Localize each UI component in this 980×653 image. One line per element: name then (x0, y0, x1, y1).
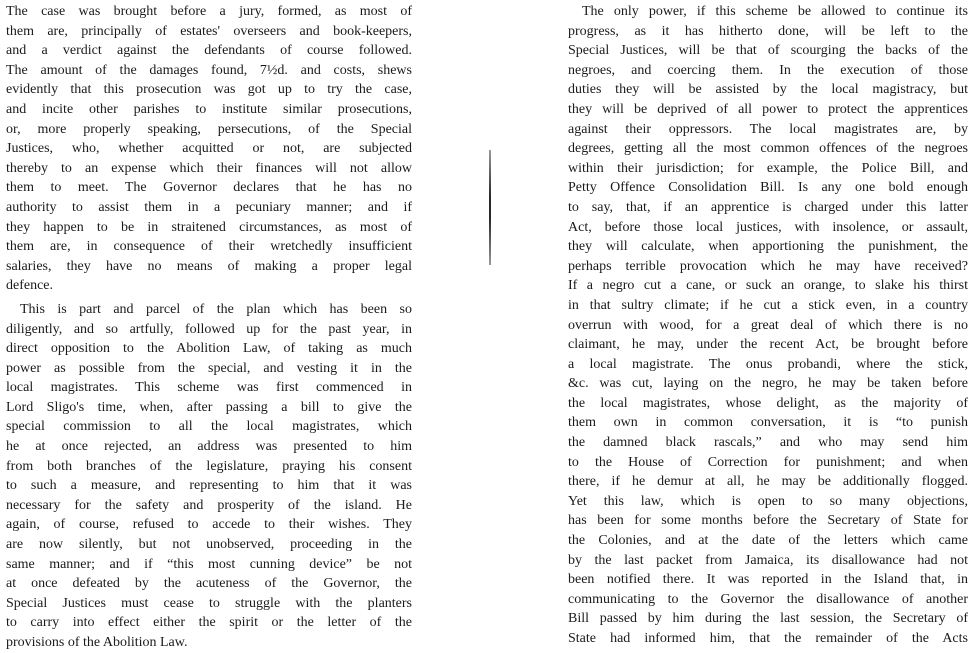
text-line: the local magistrates, whose delight, as the majority of (568, 395, 968, 411)
text-line: direct opposition to the Abolition Law, of taking as much (6, 341, 412, 357)
text-line: the damned black rascals,” and who may send him (568, 435, 968, 451)
text-line: communicating to the Governor the disallowance of another (568, 591, 968, 607)
text-line: evidently that this prosecution was got up to try the case, (6, 82, 412, 98)
text-line: again, of course, refused to accede to their wishes. They (6, 517, 412, 533)
text-line: perhaps terrible provocation which he may have received? (568, 258, 968, 274)
text-line: them are, principally of estates' overseers and book-keepers, (6, 23, 412, 39)
text-line: The only power, if this scheme be allowed to continue its (582, 4, 968, 19)
text-line: to such a measure, and representing to him that it was (6, 478, 412, 494)
text-line: against their oppressors. The local magistrates are, by (568, 121, 968, 137)
text-line: to the House of Correction for punishment; and when (568, 454, 968, 470)
text-line: Act, before those local justices, with insolence, or assault, (568, 219, 968, 235)
text-line: by the last packet from Jamaica, its disallowance had not (568, 552, 968, 568)
text-line: and a verdict against the defendants of course followed. (6, 43, 412, 59)
text-line: special commission to all the local magistrates, which (6, 419, 412, 435)
text-line: same manner; and if “this most cunning device” be not (6, 556, 412, 572)
text-line: diligently, and so artfully, followed up for the past year, in (6, 321, 412, 337)
text-line: thereby to an expense which their finances will not allow (6, 160, 412, 176)
text-line: Lord Sligo's time, when, after passing a bill to give the (6, 399, 412, 415)
text-line: them are, in consequence of their wretchedly insufficient (6, 239, 412, 255)
paragraph-2 (6, 300, 412, 653)
text-line: and incite other parishes to institute similar prosecutions, (6, 101, 412, 117)
text-line: This is part and parcel of the plan which has been so (20, 301, 412, 317)
text-line: overrun with wood, for a great deal of which there is no (568, 317, 968, 333)
text-line: If a negro cut a cane, or suck an orange, to slake his thirst (568, 278, 968, 294)
text-line: provisions of the Abolition Law. (6, 635, 188, 650)
text-line: the Colonies, and at the date of the letters which came (568, 533, 968, 549)
text-line: them to meet. The Governor declares that he has no (6, 180, 412, 196)
text-line: from both branches of the legislature, praying his consent (6, 458, 412, 474)
text-line: The amount of the damages found, 7½d. and costs, shews (6, 62, 412, 78)
book-gutter-mark (489, 150, 491, 265)
text-line: Justices, who, whether acquitted or not, are subjected (6, 141, 412, 157)
text-line: or, more properly speaking, persecutions, of the Special (6, 121, 412, 137)
text-line: necessary for the safety and prosperity of the island. He (6, 497, 412, 513)
left-page-text (6, 0, 412, 653)
text-line: a local magistrate. The onus probandi, where the stick, (568, 356, 968, 372)
text-line: he at once rejected, an address was presented to him (6, 439, 412, 455)
text-line: claimant, he may, under the recent Act, be brought before (568, 337, 968, 353)
text-line: duties they will be assisted by the local magistracy, but (568, 82, 968, 98)
text-line: they will be deprived of all power to protect the apprentices (568, 101, 968, 117)
text-line: degrees, getting all the most common offences of the negroes (568, 141, 968, 157)
paragraph-1 (6, 2, 412, 296)
text-line: to carry into effect either the spirit or the letter of the (6, 615, 412, 631)
text-line: Special Justices must cease to struggle with the planters (6, 595, 412, 611)
text-line: they happen to be in straitened circumstances, as most of (6, 219, 412, 235)
text-line: Yet this law, which is open to so many objections, (568, 493, 968, 509)
text-line: defence. (6, 278, 54, 294)
text-line: them own in common conversation, it is “to punish (568, 415, 968, 431)
text-line: Bill passed by him during the last session, the Secretary of (568, 611, 968, 627)
right-page-text (568, 0, 968, 649)
text-line: are now silently, but not unobserved, proceeding in the (6, 537, 412, 553)
text-line: &c. was cut, laying on the negro, he may be taken before (568, 376, 968, 392)
text-line: to say, that, if an apprentice is charged under this latter (568, 199, 968, 215)
text-line: been notified there. It was reported in the Island that, in (568, 572, 968, 588)
text-line: in that sultry climate; if he cut a stick even, in a country (568, 297, 968, 313)
text-line: local magistrates. This scheme was first commenced in (6, 380, 412, 396)
text-line: power as possible from the special, and vesting it in the (6, 360, 412, 376)
right-page (495, 0, 980, 646)
text-line: they will calculate, when apportioning the punishment, the (568, 239, 968, 255)
text-line: State had informed him, that the remainder of the Acts (568, 631, 968, 646)
text-line: there, if he demur at all, he may be additionally flogged. (568, 474, 968, 490)
text-line: negroes, and coercing them. In the execution of those (568, 62, 968, 78)
text-line: has been for some months before the Secretary of State for (568, 513, 968, 529)
text-line: at once defeated by the acuteness of the Governor, the (6, 576, 412, 592)
text-line: progress, as it has hitherto done, will be left to the (568, 23, 968, 39)
text-line: salaries, they have no means of making a proper legal (6, 258, 412, 274)
text-line: within their jurisdiction; for example, the Police Bill, and (568, 160, 968, 176)
text-line: Petty Offence Consolidation Bill. Is any one bold enough (568, 180, 968, 196)
text-line: Special Justices, will be that of scourging the backs of the (568, 43, 968, 59)
text-line: The case was brought before a jury, formed, as most of (6, 4, 412, 19)
text-line: authority to assist them in a pecuniary manner; and if (6, 199, 412, 215)
